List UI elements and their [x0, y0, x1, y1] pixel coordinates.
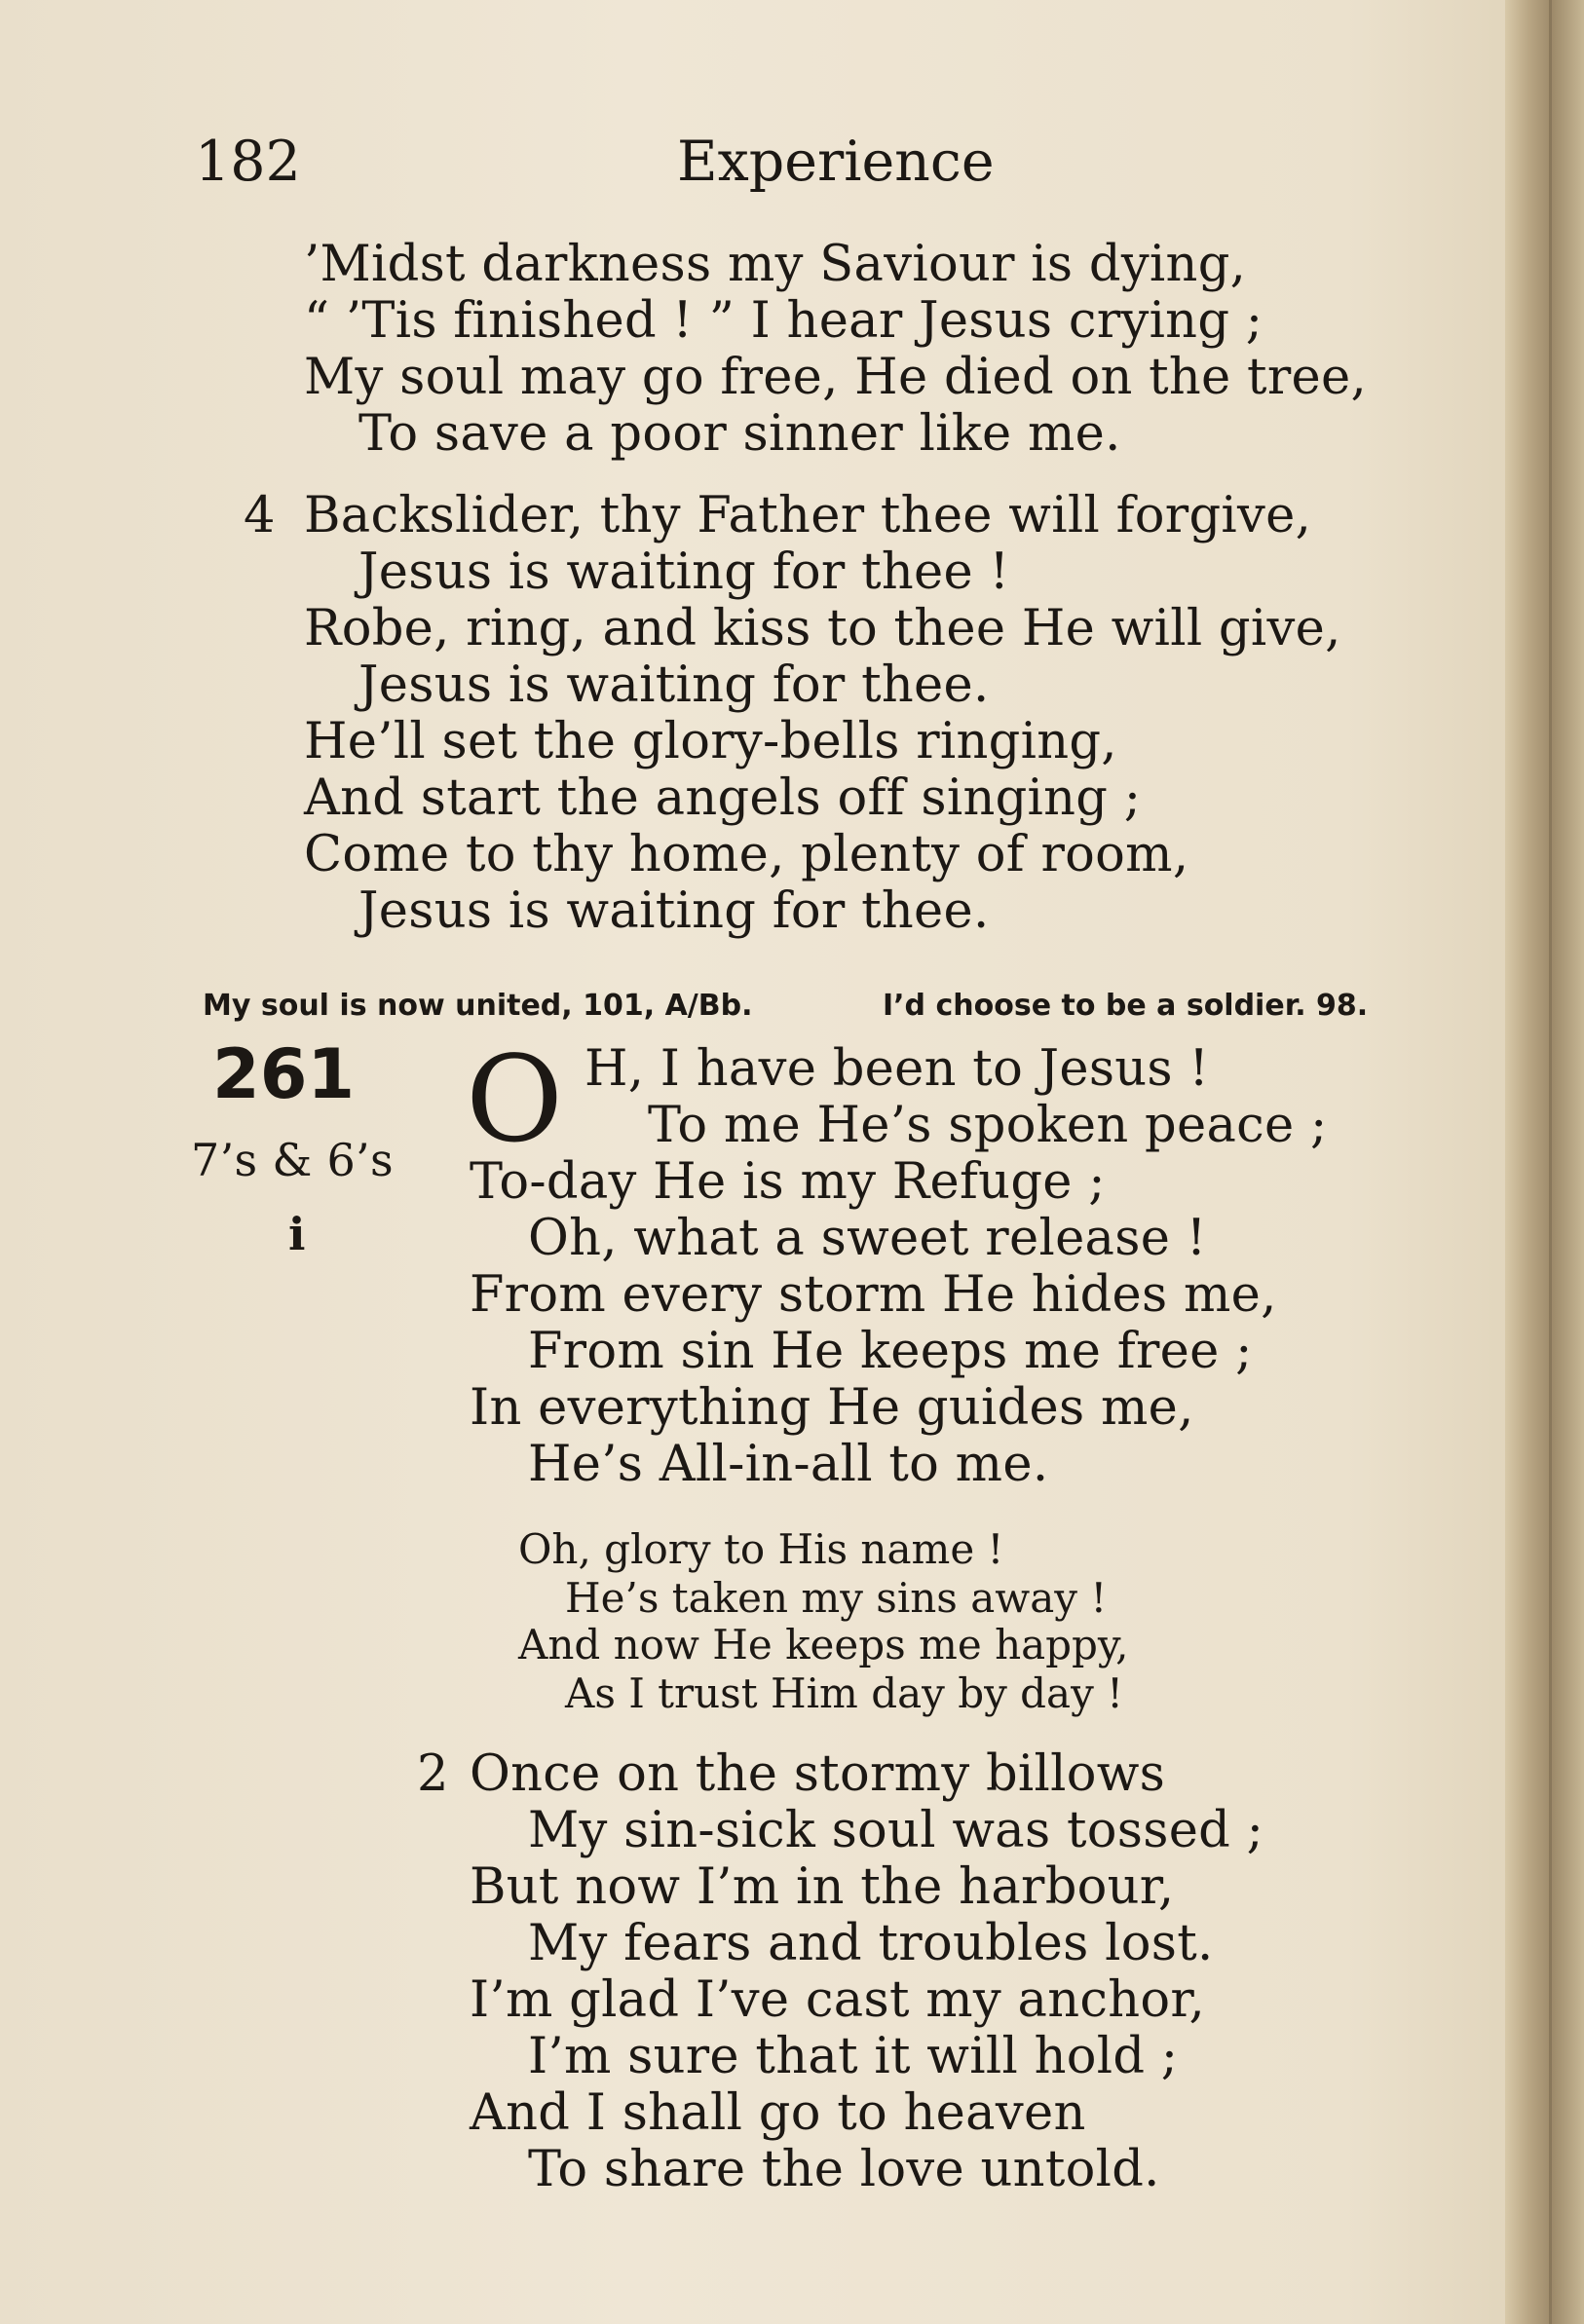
chorus-line: Oh, glory to His name ! — [518, 1525, 1004, 1573]
verse-line: I’m glad I’ve cast my anchor, — [470, 1971, 1205, 2029]
hymn-meter: 7’s & 6’s — [191, 1134, 394, 1186]
verse-line: To save a poor sinner like me. — [358, 405, 1121, 463]
verse-line: Once on the stormy billows — [470, 1745, 1166, 1803]
verse-line: In everything He guides me, — [470, 1379, 1194, 1437]
verse-line: Jesus is waiting for thee. — [358, 656, 990, 714]
verse-line: H, I have been to Jesus ! — [585, 1040, 1210, 1098]
verse-number: 2 — [417, 1745, 449, 1803]
verse-line: Jesus is waiting for thee ! — [358, 544, 1010, 601]
verse-line: But now I’m in the harbour, — [470, 1858, 1175, 1916]
verse-number: 4 — [244, 487, 276, 544]
tune-reference-left: My soul is now united, 101, A/Bb. — [203, 989, 753, 1023]
verse-line: My soul may go free, He died on the tree, — [304, 349, 1367, 406]
verse-line: Oh, what a sweet release ! — [528, 1210, 1207, 1267]
page-number: 182 — [195, 130, 301, 194]
verse-line: Robe, ring, and kiss to thee He will give, — [304, 600, 1341, 657]
tune-reference-right: I’d choose to be a soldier. 98. — [883, 989, 1369, 1023]
drop-cap: O — [466, 1031, 564, 1169]
verse-line: ’Midst darkness my Saviour is dying, — [304, 236, 1247, 293]
verse-line: He’ll set the glory-bells ringing, — [304, 713, 1117, 770]
verse-line: He’s All-in-all to me. — [528, 1436, 1049, 1493]
verse-line: To-day He is my Refuge ; — [470, 1153, 1106, 1211]
verse-line: And start the angels off singing ; — [304, 769, 1142, 827]
chorus-line: He’s taken my sins away ! — [565, 1574, 1108, 1622]
hymn-number: 261 — [212, 1034, 356, 1114]
verse-line: And I shall go to heaven — [470, 2084, 1086, 2142]
verse-line: My fears and troubles lost. — [528, 1915, 1214, 1972]
verse-line: I’m sure that it will hold ; — [528, 2028, 1179, 2085]
verse-line: “ ’Tis finished ! ” I hear Jesus crying ; — [304, 292, 1263, 350]
binding-edge — [1549, 0, 1552, 2324]
verse-line: From every storm He hides me, — [470, 1266, 1277, 1324]
verse-line: My sin-sick soul was tossed ; — [528, 1802, 1264, 1859]
verse-line: To share the love untold. — [528, 2141, 1160, 2198]
section-title: Experience — [677, 130, 995, 194]
verse-line: From sin He keeps me free ; — [528, 1323, 1253, 1380]
hymn-key: i — [288, 1208, 306, 1260]
chorus-line: And now He keeps me happy, — [518, 1621, 1129, 1668]
chorus-line: As I trust Him day by day ! — [565, 1669, 1124, 1717]
verse-line: Come to thy home, plenty of room, — [304, 826, 1189, 883]
verse-line: To me He’s spoken peace ; — [648, 1097, 1328, 1154]
verse-line: Jesus is waiting for thee. — [358, 882, 990, 940]
binding-gutter — [1505, 0, 1584, 2324]
verse-line: Backslider, thy Father thee will forgive, — [304, 487, 1312, 544]
